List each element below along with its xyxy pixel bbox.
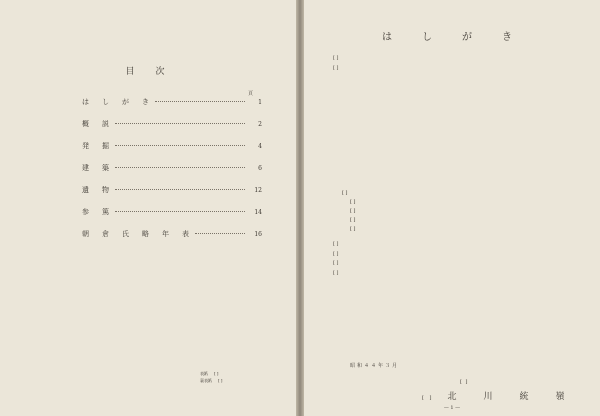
toc-item-page: 2	[258, 121, 262, 128]
toc-item	[82, 163, 262, 185]
toc-item-label: 参 篤	[82, 208, 112, 216]
toc-item-label: は し が き	[82, 98, 152, 106]
toc-item-label: 朝 倉 氏 略 年 表	[82, 230, 192, 238]
toc-item	[82, 229, 262, 251]
signature-line	[422, 389, 574, 402]
site-list-item: [ ]	[350, 217, 356, 223]
preface-body-top	[328, 54, 580, 73]
colophon	[200, 370, 222, 384]
toc-title: 目 次	[125, 67, 171, 77]
toc-item-page: 4	[258, 143, 262, 150]
toc-item	[82, 141, 262, 163]
colophon-row	[200, 370, 222, 377]
toc-item	[82, 207, 262, 229]
toc-item-label: 建 築	[82, 164, 112, 172]
toc-item-label: 遺 物	[82, 186, 112, 194]
colophon-text: [ ]	[214, 371, 219, 376]
preface-page	[304, 0, 600, 416]
colophon-row	[200, 377, 222, 384]
toc-dot-leader	[115, 167, 245, 168]
toc-item-page: 6	[258, 165, 262, 172]
book-gutter	[296, 0, 304, 416]
toc-item	[82, 97, 262, 119]
site-list-item: [ ]	[350, 208, 356, 214]
site-list-heading: [ ]	[342, 190, 348, 196]
toc-item-label: 概 説	[82, 120, 112, 128]
toc-dot-leader	[115, 123, 245, 124]
site-list	[342, 189, 356, 234]
toc-dot-leader	[155, 101, 245, 102]
toc-item	[82, 185, 262, 207]
colophon-label: 表紙	[200, 371, 208, 376]
signer-role: [ ]	[422, 395, 434, 401]
page-number: — 1 —	[443, 405, 461, 411]
preface-paragraph: [ ]	[333, 241, 339, 247]
site-list-item: [ ]	[350, 199, 356, 205]
signer-name: 北 川 統 嶺	[447, 392, 574, 402]
preface-paragraph: [ ]	[333, 55, 339, 61]
toc-item-page: 1	[258, 99, 262, 106]
preface-paragraph: [ ]	[333, 260, 339, 266]
preface-paragraph: [ ]	[333, 250, 339, 257]
toc-dot-leader	[195, 233, 245, 234]
toc-item-page: 16	[254, 231, 262, 238]
toc-item-page: 14	[254, 209, 262, 216]
toc-page-column-heading: 頁	[248, 91, 254, 97]
toc-dot-leader	[115, 211, 245, 212]
preface-paragraph: [ ]	[333, 269, 339, 276]
colophon-text: [ ]	[218, 378, 223, 383]
toc-list	[82, 97, 262, 251]
publisher-organization: [ ]	[460, 379, 469, 385]
preface-date: 昭和４４年３月	[350, 363, 400, 369]
site-list-item: [ ]	[350, 226, 356, 232]
toc-item-label: 発 掘	[82, 142, 112, 150]
toc-dot-leader	[115, 189, 245, 190]
preface-paragraph: [ ]	[333, 64, 339, 71]
toc-item-page: 12	[254, 187, 262, 194]
toc-dot-leader	[115, 145, 245, 146]
toc-item	[82, 119, 262, 141]
preface-title: は し が き	[382, 32, 522, 43]
preface-body-bottom	[328, 240, 580, 278]
table-of-contents-page	[0, 0, 296, 416]
colophon-label: 裏表紙	[200, 378, 212, 383]
